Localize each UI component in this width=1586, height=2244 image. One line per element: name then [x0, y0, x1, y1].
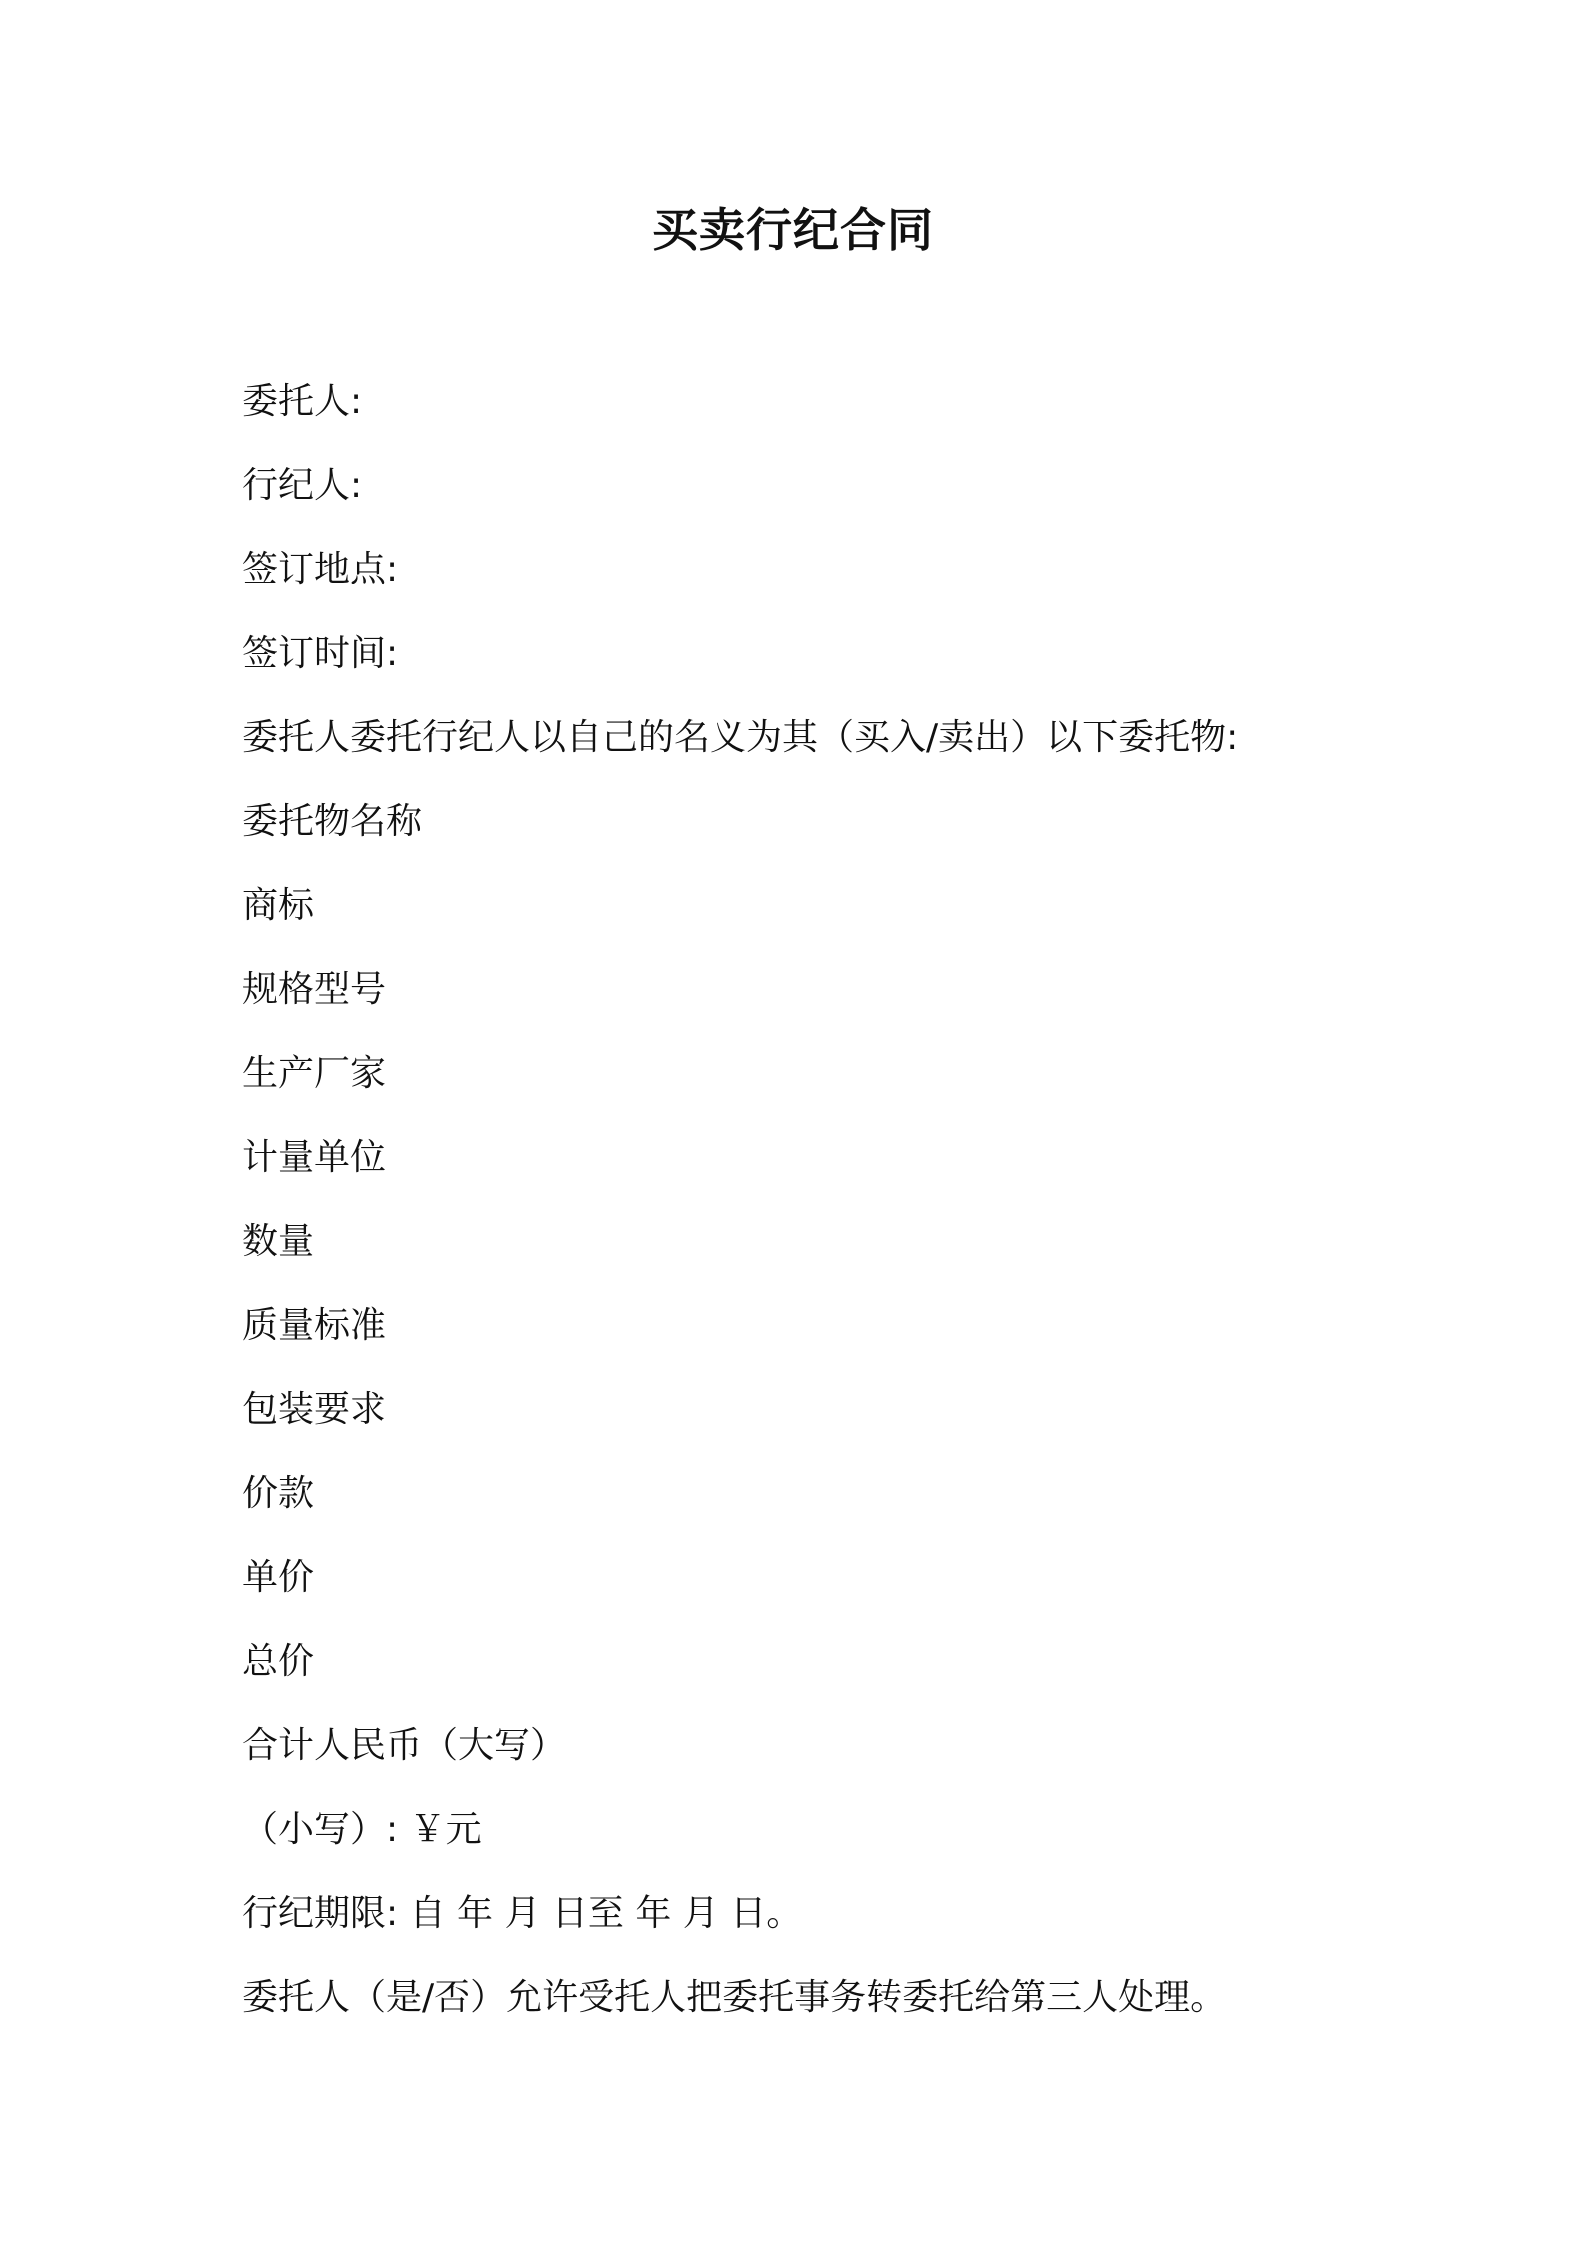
line-term: 行纪期限: 自 年 月 日至 年 月 日。 [242, 1893, 803, 1934]
contract-body [242, 370, 1442, 2050]
line-quantity: 数量 [242, 1221, 315, 1262]
line-unit: 计量单位 [242, 1137, 387, 1178]
line-item-name: 委托物名称 [242, 801, 423, 842]
line-principal: 委托人: [242, 381, 363, 422]
line-total-price: 总价 [242, 1641, 315, 1682]
line-unit-price: 单价 [242, 1557, 315, 1598]
document-title: 买卖行纪合同 [652, 203, 934, 257]
line-subcommission: 委托人（是/否）允许受托人把委托事务转委托给第三人处理。 [242, 1977, 1227, 2018]
line-signing-place: 签订地点: [242, 549, 399, 590]
line-signing-time: 签订时间: [242, 633, 399, 674]
line-specification: 规格型号 [242, 969, 387, 1010]
line-total-rmb-figures: （小写）: ￥元 [242, 1809, 482, 1850]
line-price: 价款 [242, 1473, 315, 1514]
line-packaging: 包装要求 [242, 1389, 387, 1430]
line-broker: 行纪人: [242, 465, 363, 506]
line-quality-standard: 质量标准 [242, 1305, 387, 1346]
line-manufacturer: 生产厂家 [242, 1053, 387, 1094]
line-trademark: 商标 [242, 885, 315, 926]
line-commission-statement: 委托人委托行纪人以自己的名义为其（买入/卖出）以下委托物: [242, 717, 1239, 758]
line-total-rmb-words: 合计人民币（大写） [242, 1725, 567, 1766]
